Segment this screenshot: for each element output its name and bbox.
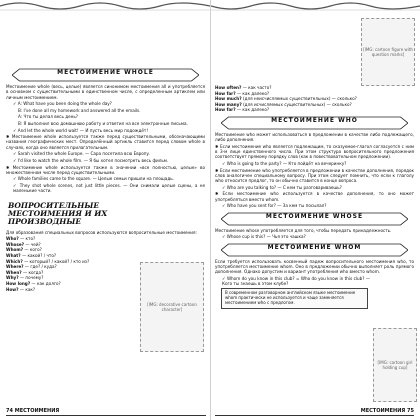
left-footer [6,408,59,414]
how-item: How far? — как далеко? [215,90,270,96]
page-number-right: 75 [407,408,414,414]
who-example-3: ✓ Who have you sent for? — За кем ты посылал? [222,203,327,209]
pronoun-item: When? — когда? [6,269,44,275]
who-example-2: ✓ Who are you talking to? — С кем ты разговариваешь? [222,184,342,190]
whole-example2-2: ✓ I'd like to watch the whole film. — Я бы хотел посмотреть весь фильм. [13,157,169,163]
whole-example-1: ✓ A: What have you been doing the whole day? [13,101,112,107]
how-list [215,85,414,113]
footer-rule-right [215,415,414,416]
how-item: How far? — как далеко? [215,107,270,113]
top-decorative-band-right [211,0,420,14]
banner-who: МЕСТОИМЕНИЕ WHO [221,116,408,130]
decorative-figure: [IMG: decorative cartoon character] [140,262,204,352]
whom-intro: Если требуется использовать косвенный падеж вопросительного местоимения who, то употребляется местоимение whom. Оно в предложении обычно выполняет роль прямого дополнения. Однако допустим и вариант употребления who вместо whom. [215,258,414,275]
top-decorative-band [0,0,210,14]
whose-intro: Местоимение whose употребляется для того, чтобы передать принадлежность. [215,227,392,233]
interrogative-intro: Для образования специальных вопросов используются вопросительные местоимения: [6,229,197,235]
who-intro: Местоимение who может использоваться в предложении в качестве либо подлежащего, либо дополнения. [215,131,414,143]
pronoun-item: Why? — почему? [6,275,44,281]
whole-rule-2: ✱ Местоимение whole используется также перед существительными, обозначающими названия географических мест. Определённый артикль ставится перед словом whole в случаях, когда оно является прилагательным. [6,134,205,150]
pronoun-item: Who? — кто? [6,236,36,242]
page-number-left: 74 [6,408,13,414]
who-example-1: ✓ Who is going to the party? — Кто пойдёт на вечеринку? [222,161,347,167]
pronoun-item: Whose? — чей? [6,241,41,247]
whole-example-4: В: Я выполнил всю домашнюю работу и ответил на все электронные письма. [18,120,188,126]
decorative-figure-right-top: [IMG: cartoon figure with question marks] [361,18,415,86]
whole-example-2: B: I've done all my homework and answered all the emails. [18,107,141,113]
whole-example-3: А: Что ты делал весь день? [18,114,78,120]
whole-example3-1: ✓ Whole families came to the square. — Целые семьи пришли на площадь. [13,176,174,182]
whose-example: ✓ Whose cup is this? — Чья это чашка? [222,234,306,240]
right-page [210,0,420,420]
right-footer [361,408,414,414]
footer-rule [6,415,206,416]
how-item: How often? — как часто? [215,85,272,90]
section-title-interrogative: ВОПРОСИТЕЛЬНЫЕ МЕСТОИМЕНИЯ И ИХ ПРОИЗВОДНЫЕ [8,200,108,226]
whom-example-1: ✓ Whom do you know in this club? = Who do you know in this club? — Кого ты знаешь в этом клубе? [222,275,370,286]
who-rule-2: ✱ Если местоимение who употребляется в предложении в качестве дополнения, порядок слов аналогичен специальному вопросу. При этом следует помнить, что если к глаголу who относится предлог, то он обычно ставится в конце вопроса. [215,167,414,184]
pronoun-item: How? — как? [6,286,36,292]
pronoun-item: How long? — как долго? [6,280,61,286]
who-rule-3: ✱ Если местоимение who используется в качестве дополнения, то оно может употребляться вместо whom. [215,191,414,202]
banner-whose: МЕСТОИМЕНИЕ WHOSE [221,212,408,226]
whole-example2-1: ✓ Sarah visited the whole Europe. — Сара посетила всю Европу. [13,151,151,157]
whole-intro: Местоимение whole (весь, целые) является синонимом местоимения all и употребляется в основном с существительными в единственном числе, с определенным артиклем или личным местоимением. [6,84,205,100]
pronoun-item: What? — какой? / что? [6,252,57,258]
footer-label-right: МЕСТОИМЕНИЯ [360,408,406,414]
whole-rule-3: ✱ Местоимение whole используется также в значении «все полностью, целые» во множественном числе перед существительными. [6,164,205,175]
banner-whole: МЕСТОИМЕНИЕ WHOLE [12,68,199,82]
how-item: How much? (для неисчисляемых существительных) — сколько? [215,96,357,102]
note-box: В современном разговорном английском языке местоимение whom практически не используется и чаще заменяется местоимением who с предлогом. [221,288,368,308]
how-item: How many? (для исчисляемых существительных) — сколько? [215,101,352,107]
banner-whom: МЕСТОИМЕНИЕ WHOM [221,243,408,257]
pronoun-item: Whom? — кого? [6,247,42,253]
who-rule-1: ✱ Если местоимение who является подлежащим, то сказуемое-глагол согласуется с ним в 3-м лице единственного числа. При этом структура вопросительного предложения соответствует прямому порядку слов (как в повествовательном предложении). [215,143,414,160]
footer-label-left: МЕСТОИМЕНИЯ [14,408,60,414]
pronoun-item: Where? — где? / куда? [6,264,57,270]
pronoun-item: Which? — который? / какой? / кто из? [6,258,90,264]
decorative-figure-right-bottom: [IMG: cartoon girl holding cup] [373,328,417,402]
whole-example3-2: ✓ They shot whole scenes, not just little pieces. — Они снимали целые сцены, а не маленькие части. [13,183,205,194]
whole-example-5: ✓ And let the whole world wait! — И пусть весь мир подождёт! [13,127,148,133]
